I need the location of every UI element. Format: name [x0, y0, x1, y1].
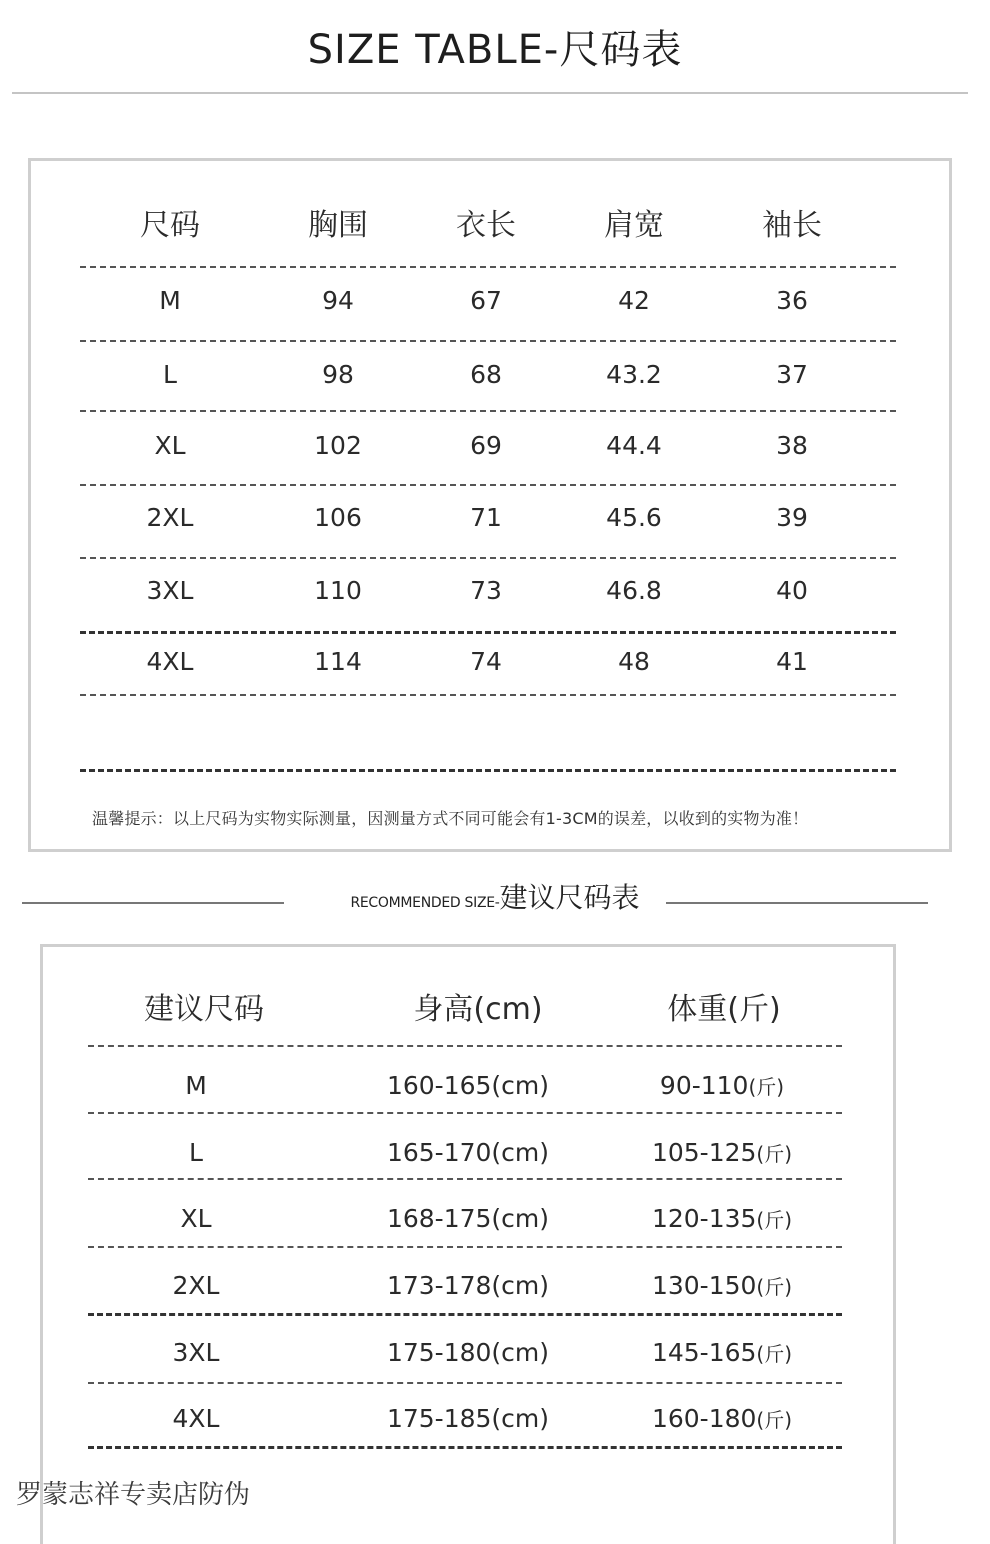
weight-unit: (斤)	[756, 1342, 793, 1366]
weight-unit: (斤)	[756, 1208, 793, 1232]
recommended-table-box	[40, 944, 896, 1544]
watermark-text: 罗蒙志祥专卖店防伪	[16, 1480, 251, 1510]
table-row-divider	[80, 694, 896, 696]
size-value-cell: 41	[776, 647, 808, 676]
recommended-height-cell: 173-178(cm)	[386, 1271, 550, 1300]
weight-range: 105-125	[651, 1138, 757, 1167]
size-value-cell: 38	[776, 431, 808, 460]
size-value-cell: 40	[776, 576, 808, 605]
recommended-height-cell: 168-175(cm)	[386, 1204, 550, 1233]
recommended-weight-cell	[652, 1138, 792, 1167]
size-value-cell: 68	[470, 360, 502, 389]
size-header-cell: 尺码	[140, 208, 200, 243]
size-value-cell: 44.4	[606, 431, 662, 460]
table-row-divider	[88, 1045, 842, 1047]
recommended-size-cell: M	[185, 1071, 207, 1100]
size-header-cell: 胸围	[308, 208, 368, 243]
table-row-divider	[88, 1246, 842, 1248]
table-row-divider	[88, 1112, 842, 1114]
recommended-height-cell: 165-170(cm)	[386, 1138, 550, 1167]
table-row-divider	[80, 769, 896, 772]
size-value-cell: 48	[618, 647, 650, 676]
recommended-subtitle	[0, 876, 990, 916]
size-value-cell: 114	[314, 647, 362, 676]
size-value-cell: 94	[322, 286, 354, 315]
size-label-cell: L	[163, 360, 177, 389]
size-value-cell: 74	[470, 647, 502, 676]
size-header-cell: 袖长	[762, 208, 822, 243]
page-title: SIZE TABLE-尺码表	[307, 27, 683, 73]
table-row-divider	[88, 1178, 842, 1180]
size-header-cell: 肩宽	[604, 208, 664, 243]
title-divider	[12, 92, 968, 94]
weight-range: 120-135	[651, 1204, 757, 1233]
size-value-cell: 43.2	[606, 360, 662, 389]
recommended-header-cell: 体重(斤)	[667, 992, 781, 1027]
table-row-divider	[80, 557, 896, 559]
weight-unit: (斤)	[756, 1408, 793, 1432]
size-value-cell: 98	[322, 360, 354, 389]
size-value-cell: 39	[776, 503, 808, 532]
recommended-weight-cell	[652, 1338, 792, 1367]
size-value-cell: 36	[776, 286, 808, 315]
size-label-cell: 2XL	[146, 503, 194, 532]
size-value-cell: 46.8	[606, 576, 662, 605]
recommended-weight-cell	[652, 1204, 792, 1233]
size-value-cell: 110	[314, 576, 362, 605]
size-value-cell: 102	[314, 431, 362, 460]
weight-unit: (斤)	[756, 1275, 793, 1299]
size-value-cell: 69	[470, 431, 502, 460]
size-value-cell: 67	[470, 286, 502, 315]
table-row-divider	[80, 266, 896, 268]
weight-unit: (斤)	[756, 1142, 793, 1166]
size-label-cell: XL	[154, 431, 186, 460]
weight-unit: (斤)	[748, 1075, 785, 1099]
size-value-cell: 106	[314, 503, 362, 532]
size-value-cell: 42	[618, 286, 650, 315]
recommended-size-cell: 2XL	[172, 1271, 220, 1300]
recommended-weight-cell	[660, 1071, 784, 1100]
recommended-height-cell: 175-185(cm)	[386, 1404, 550, 1433]
recommended-height-cell: 175-180(cm)	[386, 1338, 550, 1367]
table-row-divider	[80, 340, 896, 342]
recommended-weight-cell	[652, 1404, 792, 1433]
recommended-header-cell: 建议尺码	[144, 992, 264, 1027]
recommended-size-cell: 3XL	[172, 1338, 220, 1367]
size-label-cell: M	[159, 286, 181, 315]
weight-range: 130-150	[651, 1271, 757, 1300]
size-value-cell: 37	[776, 360, 808, 389]
recommended-size-cell: 4XL	[172, 1404, 220, 1433]
table-row-divider	[88, 1313, 842, 1316]
size-note: 温馨提示：以上尺码为实物实际测量，因测量方式不同可能会有1-3CM的误差，以收到的实物为准！	[92, 809, 809, 828]
recommended-height-cell: 160-165(cm)	[386, 1071, 550, 1100]
table-row-divider	[80, 631, 896, 634]
size-value-cell: 45.6	[606, 503, 662, 532]
size-label-cell: 4XL	[146, 647, 194, 676]
table-row-divider	[88, 1382, 842, 1384]
recommended-size-cell: L	[189, 1138, 203, 1167]
recommended-subtitle-zh: 建议尺码表	[499, 881, 640, 914]
size-label-cell: 3XL	[146, 576, 194, 605]
recommended-header-cell: 身高(cm)	[413, 992, 543, 1027]
size-header-cell: 衣长	[456, 208, 516, 243]
table-row-divider	[80, 410, 896, 412]
recommended-subtitle-en: RECOMMENDED SIZE-	[350, 895, 500, 911]
weight-range: 90-110	[659, 1071, 749, 1100]
table-row-divider	[88, 1446, 842, 1449]
weight-range: 160-180	[651, 1404, 757, 1433]
table-row-divider	[80, 484, 896, 486]
size-value-cell: 71	[470, 503, 502, 532]
recommended-size-cell: XL	[180, 1204, 212, 1233]
recommended-weight-cell	[652, 1271, 792, 1300]
size-value-cell: 73	[470, 576, 502, 605]
weight-range: 145-165	[651, 1338, 757, 1367]
